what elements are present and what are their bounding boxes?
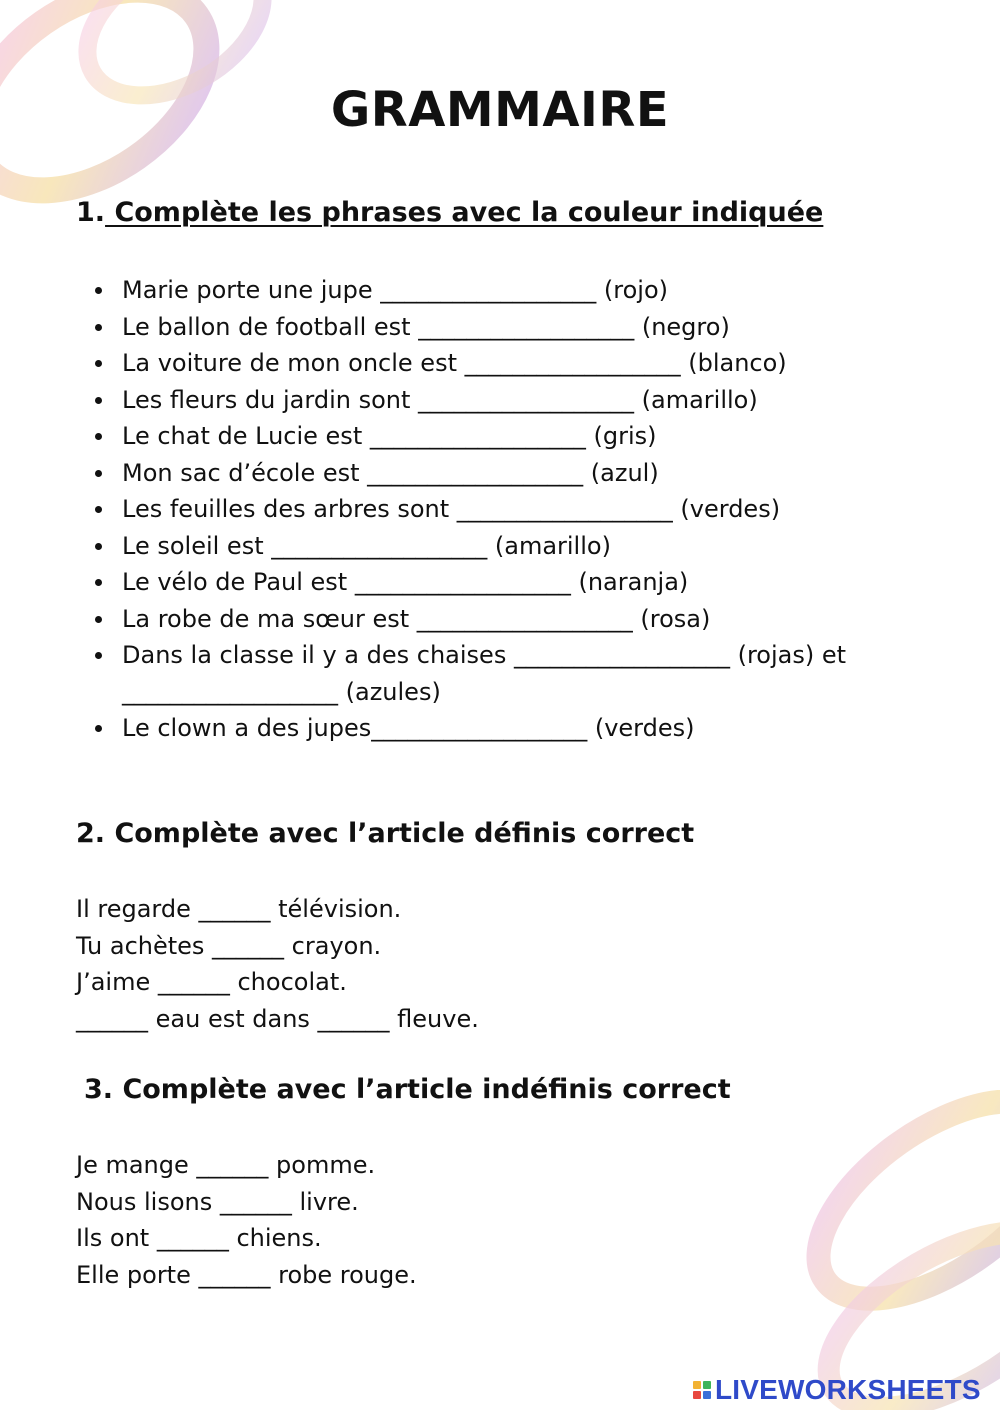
brand-name: LIVEWORKSHEETS <box>715 1374 981 1405</box>
liveworksheets-brand[interactable] <box>693 1374 981 1406</box>
logo-square <box>703 1391 711 1399</box>
list-item: Les feuilles des arbres sont __________________ (verdes) <box>122 491 942 528</box>
list-item: Marie porte une jupe __________________ (rojo) <box>122 272 942 309</box>
exercise-line: Je mange ______ pomme. <box>76 1151 376 1179</box>
indefinite-article-exercise <box>76 1147 417 1293</box>
decorative-rings-bottom-right <box>770 1090 1000 1410</box>
liveworksheets-logo-icon <box>693 1381 711 1399</box>
list-item: Mon sac d’école est __________________ (azul) <box>122 455 942 492</box>
list-item: Dans la classe il y a des chaises __________________ (rojas) et __________________ (azules) <box>122 637 942 710</box>
list-item: La voiture de mon oncle est __________________ (blanco) <box>122 345 942 382</box>
exercise-line: Il regarde ______ télévision. <box>76 895 402 923</box>
exercise-line: Nous lisons ______ livre. <box>76 1187 359 1216</box>
list-item: Le vélo de Paul est __________________ (naranja) <box>122 564 942 601</box>
exercise-line: ______ eau est dans ______ fleuve. <box>76 1004 479 1033</box>
exercise-line: Tu achètes ______ crayon. <box>76 931 382 960</box>
section-1-number: 1. <box>76 197 106 228</box>
list-item: Le ballon de football est __________________ (negro) <box>122 309 942 346</box>
exercise-line: Elle porte ______ robe rouge. <box>76 1260 417 1289</box>
list-item: Le clown a des jupes__________________ (verdes) <box>122 710 942 747</box>
page-title: GRAMMAIRE <box>330 82 670 138</box>
definite-article-exercise <box>76 891 479 1037</box>
section-3-heading: 3. Complète avec l’article indéfinis correct <box>84 1074 731 1105</box>
exercise-line: J’aime ______ chocolat. <box>76 968 347 996</box>
logo-square <box>693 1381 701 1389</box>
logo-square <box>693 1391 701 1399</box>
section-2-heading: 2. Complète avec l’article définis correct <box>76 818 695 849</box>
section-1-heading <box>76 197 823 228</box>
list-item: Le soleil est __________________ (amarillo) <box>122 528 942 565</box>
list-item: Le chat de Lucie est __________________ (gris) <box>122 418 942 455</box>
exercise-line: Ils ont ______ chiens. <box>76 1224 322 1252</box>
list-item: Les fleurs du jardin sont __________________ (amarillo) <box>122 382 942 419</box>
logo-square <box>703 1381 711 1389</box>
list-item: La robe de ma sœur est __________________ (rosa) <box>122 601 942 638</box>
section-1-title: Complète les phrases avec la couleur indiquée <box>105 197 824 228</box>
color-exercise-list <box>76 272 942 747</box>
